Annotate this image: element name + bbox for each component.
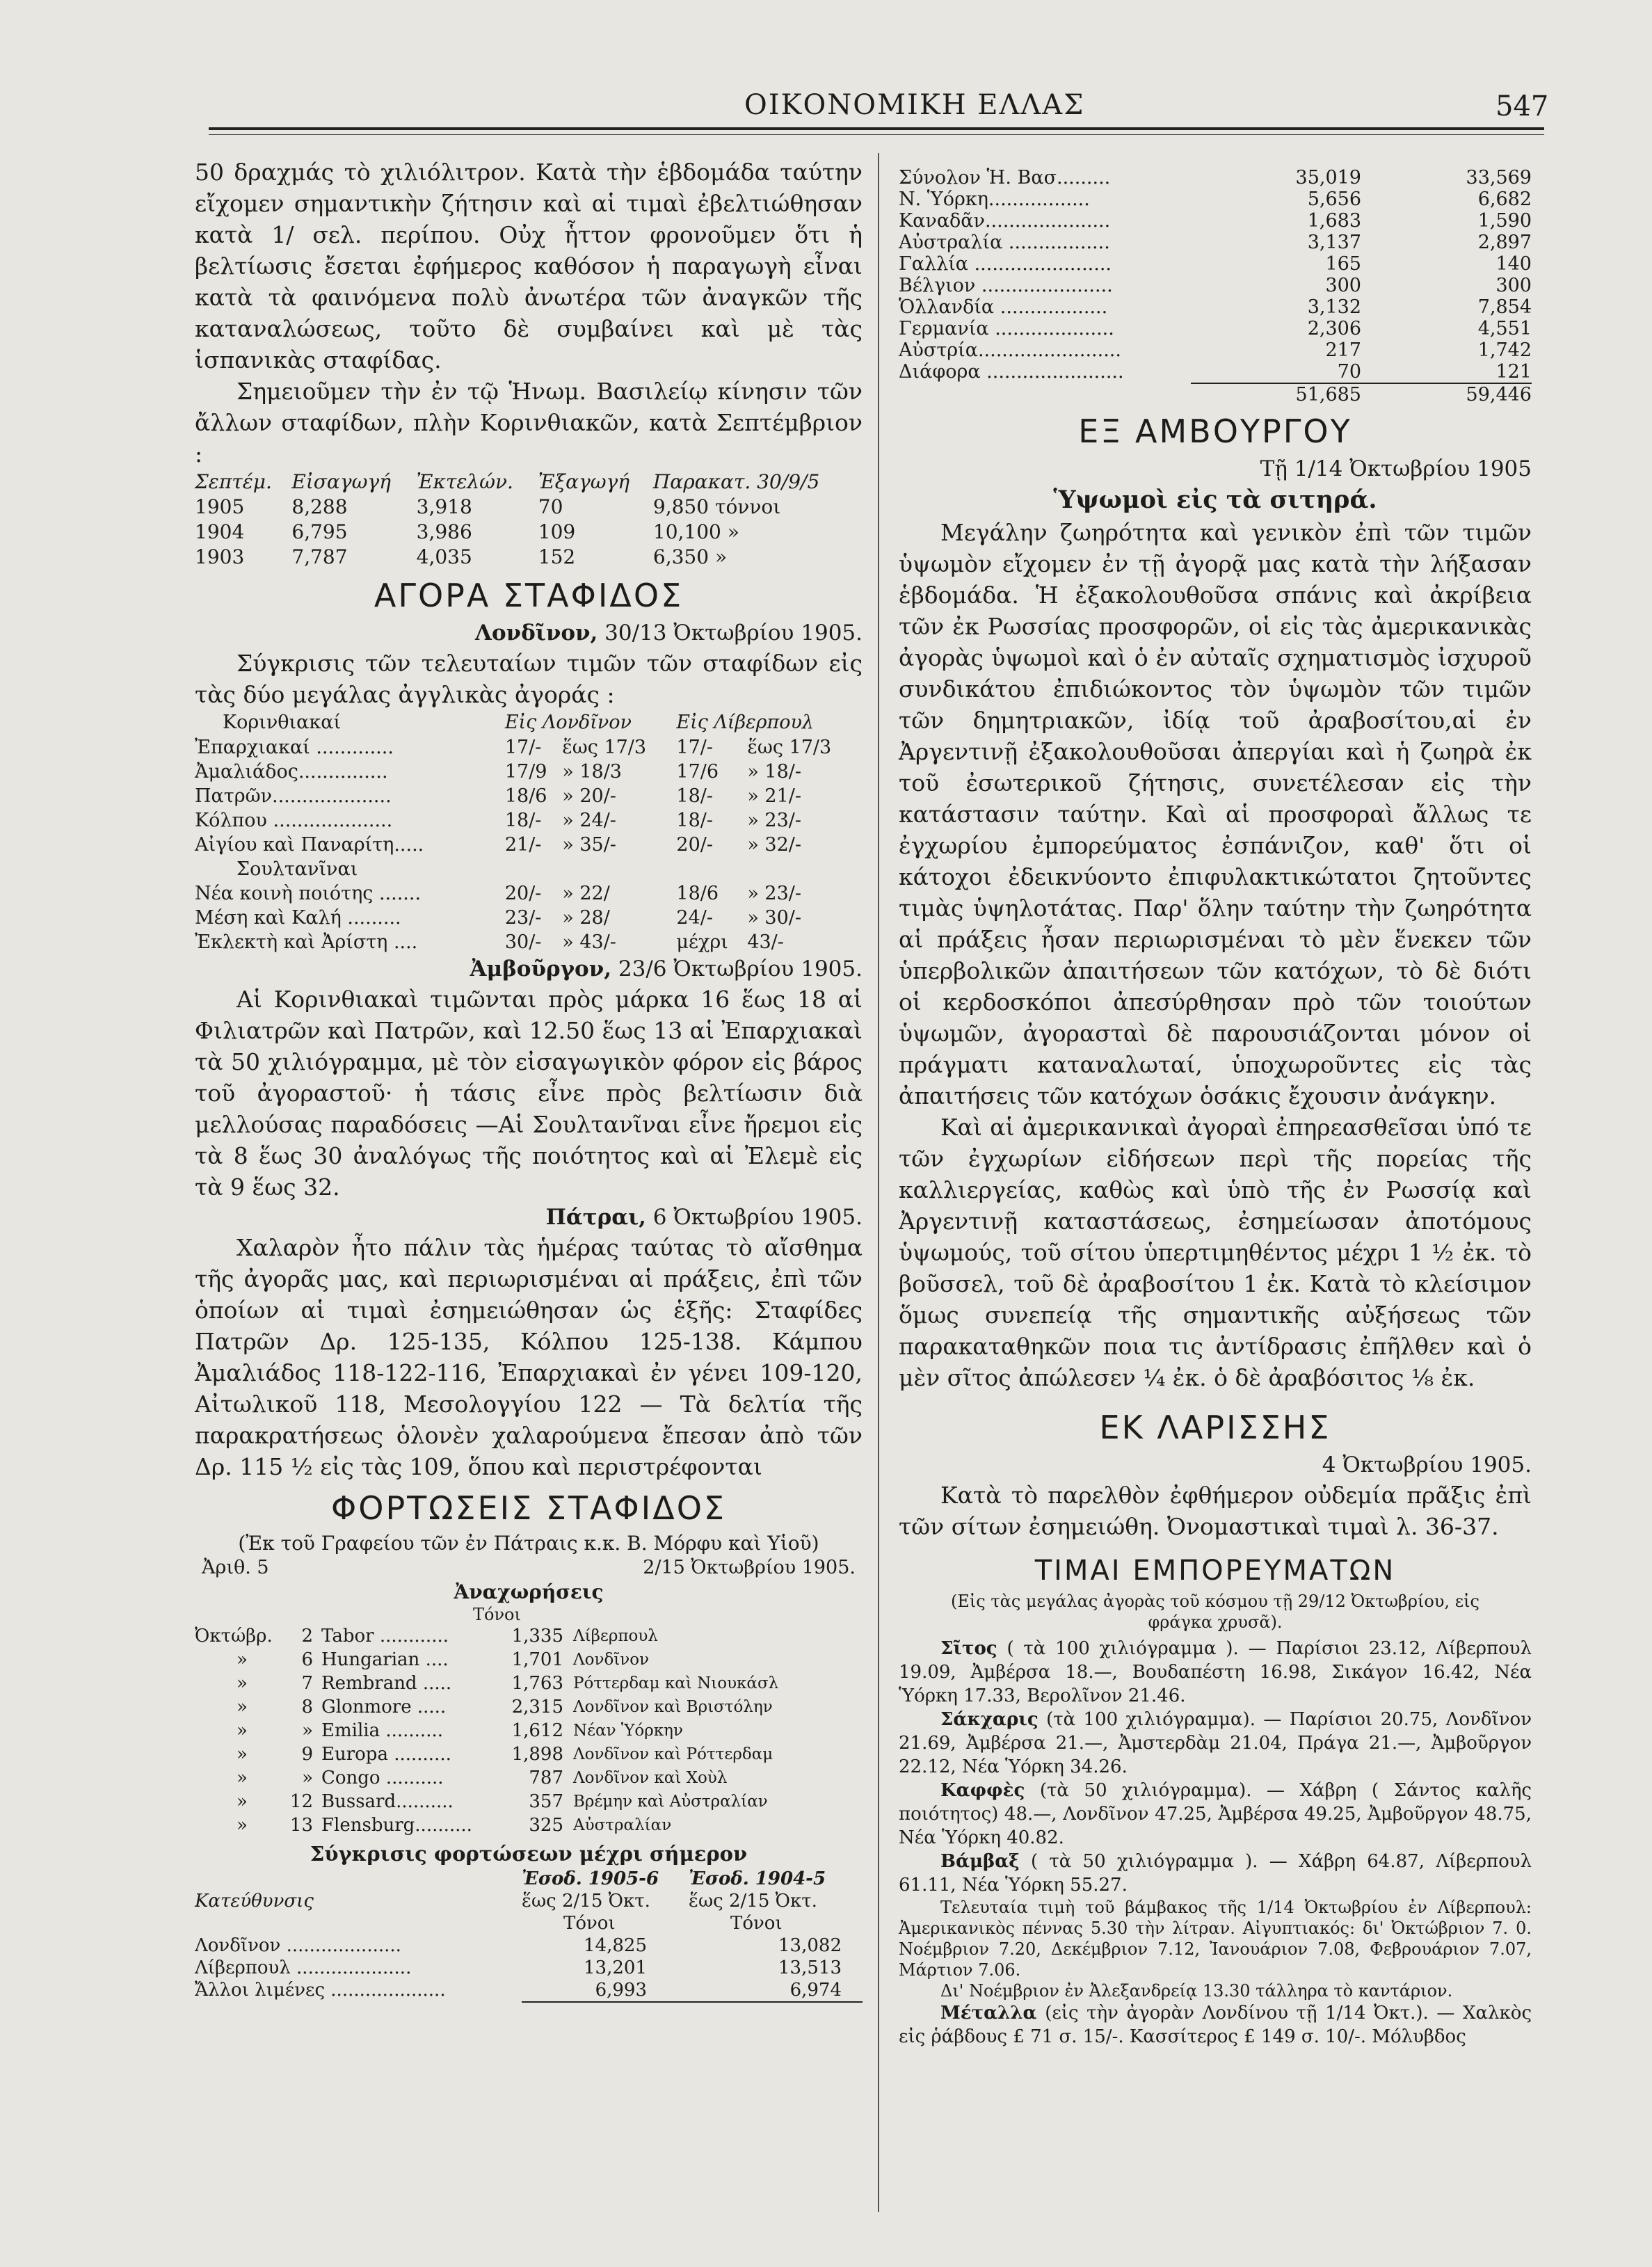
cell: 1,898 [511, 1744, 563, 1765]
cell: Tabor ............ [321, 1626, 449, 1647]
table-header-row [195, 710, 863, 735]
cell: Ἐπαρχιακαί ............. [195, 737, 394, 758]
cell: 13,513 [778, 1957, 842, 1978]
paragraph-comparison: Σύγκρισις τῶν τελευταίων τιμῶν τῶν σταφίδων εἰς τὰς δύο μεγάλας ἀγγλικὰς ἀγοράς : [195, 650, 863, 708]
cell: 6,993 [522, 1979, 689, 2002]
cell: 325 [529, 1815, 563, 1836]
paragraph-patras: Χαλαρὸν ἦτο πάλιν τὰς ἡμέρας ταύτας τὸ αἴσθημα τῆς ἀγορᾶς μας, καὶ περιωρισμέναι αἱ πράξεις, ἐπὶ τῶν ὁποίων αἱ τιμαὶ ἐσημειώθησαν ὡς ἑξῆς: Σταφίδες Πατρῶν Δρ. 125-135, Κόλπου 125-138. Κάμπου Ἀμαλιάδος 118-122-116, Ἐπαρχιακαὶ ἐν γένει 109-120, Αἰτωλικοῦ 118, Μεσολογγίου 122 — Τὰ δελτία τῆς παρακρατήσεως ὁλονὲν χαλαρούμενα ἔπεσαν ἀπὸ τῶν Δρ. 115 ½ εἰς τὰς 109, ὅπου καὶ περιστρέφονται [195, 1234, 863, 1480]
cell: Αὐστραλίαν [573, 1816, 672, 1834]
col-header: Ἐξαγωγή [538, 470, 630, 493]
section-title-prices: ΤΙΜΑΙ ΕΜΠΟΡΕΥΜΑΤΩΝ [1034, 1555, 1396, 1587]
cell: Γαλλία ....................... [899, 253, 1112, 275]
cell: 23/- [504, 907, 542, 929]
cell: Λίβερπουλ .................... [195, 1957, 412, 1978]
table-header-row [195, 470, 863, 495]
cell: » 28/ [562, 907, 610, 929]
section-title-market: ΑΓΟΡΑ ΣΤΑΦΙΔΟΣ [374, 577, 684, 614]
prices-subtitle: (Εἰς τὰς μεγάλας ἀγορὰς τοῦ κόσμου τῇ 29/12 Ὀκτωβρίου, εἰς φράγκα χρυσᾶ). [951, 1592, 1479, 1632]
cell: 21/- [504, 834, 542, 856]
cell: Glonmore ..... [321, 1697, 447, 1717]
commodity-name: Καφφὲς [940, 1780, 1025, 1801]
journal-title: ΟΙΚΟΝΟΜΙΚΗ ΕΛΛΑΣ [744, 89, 1085, 121]
table-row [195, 1672, 863, 1695]
cell: 300 [1495, 275, 1532, 296]
cell: 59,446 [1466, 384, 1532, 406]
cargo-meta [195, 1556, 863, 1580]
cell: 18/- [676, 810, 713, 831]
cell: 17/- [676, 737, 713, 758]
cell: Αὐστρία........................ [899, 339, 1121, 361]
commodity-name: Σῖτος [940, 1638, 997, 1659]
table-row [195, 1934, 863, 1957]
left-column [195, 157, 863, 2003]
commodity-metals [899, 2001, 1532, 2049]
cell: 787 [529, 1768, 563, 1788]
commodity-prices: (τὰ 100 χιλιόγραμμα). — Παρίσιοι 20.75, Λονδῖνον 21.69, Ἀμβέρσα 21.—, Ἀμστερδὰμ 21.04, Πράγα 21.—, Ἀμβοῦργον 22.12, Νέα Ὑόρκη 34.26. [899, 1709, 1532, 1777]
table-row [195, 906, 863, 930]
subheading-grain-rise: Ὑψωμοὶ εἰς τὰ σιτηρά. [1053, 486, 1377, 514]
table-row [899, 296, 1532, 318]
cell: Μέση καὶ Καλή ......... [195, 907, 401, 929]
dateline-hamburg-right: Τῇ 1/14 Ὀκτωβρίου 1905 [1260, 456, 1532, 481]
cell: 13,201 [584, 1957, 647, 1978]
comparison-heading: Σύγκρισις φορτώσεων μέχρι σήμερον [310, 1842, 748, 1866]
cell: 20/- [676, 834, 713, 856]
cell: Rembrand ..... [321, 1673, 452, 1694]
section-title-hamburg: ΕΞ ΑΜΒΟΥΡΓΟΥ [1078, 412, 1352, 450]
paragraph-american-markets: Καὶ αἱ ἀμερικανικαὶ ἀγοραὶ ἐπηρεασθεῖσαι ὑπό τε τῶν ἐγχωρίων εἰδήσεων περὶ τῆς πορείας τῆς καλλιεργείας, καθὼς καὶ ὑπὸ τῆς ἐν Ρωσσίᾳ καὶ Ἀργεντινῇ καταστάσεως, ἐσημείωσαν ἀποτόμους ὑψωμούς, τοῦ σίτου ὑπερτιμηθέντος μέχρι 1 ½ ἐκ. τὸ βοῦσσελ, τοῦ δὲ ἀραβοσίτου 1 ἐκ. Κατὰ τὸ κλείσιμον ὅμως συνεπείᾳ τῆς σημαντικῆς αὐξήσεως τῶν παρακαταθηκῶν ποια τις ἀντίδρασις ἐπῆλθεν καὶ ὁ μὲν σῖτος ἀπώλεσεν ¼ ἐκ. ὁ δὲ ἀραβόσιτος ⅛ ἐκ. [899, 1114, 1532, 1391]
cargo-date: 2/15 Ὀκτωβρίου 1905. [643, 1557, 856, 1578]
cell: 3,986 [416, 520, 472, 543]
cell: 3,918 [416, 495, 472, 518]
cell: 7,854 [1477, 296, 1532, 318]
cell: » [302, 1768, 313, 1788]
cell: 35,019 [1295, 167, 1361, 189]
cell: 1,742 [1477, 339, 1532, 361]
cell: Αἰγίου καὶ Παναρίτη..... [195, 834, 424, 856]
table-row [195, 520, 863, 545]
dateline-patras [195, 1203, 863, 1232]
dateline-date: 30/13 Ὀκτωβρίου 1905. [604, 620, 863, 646]
cell: Νέα κοινὴ ποιότης ....... [195, 883, 422, 904]
table-row [195, 808, 863, 833]
cargo-number: Ἀριθ. 5 [202, 1557, 269, 1578]
cell: 140 [1495, 253, 1532, 275]
cell: 9 [301, 1744, 313, 1765]
table-total-row [899, 383, 1532, 406]
cell: 17/- [504, 737, 542, 758]
table-header-row [195, 1890, 863, 1912]
table-subheader-row [195, 857, 863, 881]
right-column [899, 167, 1532, 2049]
cell: Βρέμην καὶ Αὐστραλίαν [573, 1793, 768, 1811]
cell: 43/- [747, 931, 784, 953]
cell: » [236, 1649, 248, 1670]
cell: Ν. Ὑόρκη................. [899, 189, 1090, 210]
cell: 3,137 [1307, 232, 1361, 253]
cell: Γερμανία .................... [899, 318, 1114, 339]
cell: Europa .......... [321, 1744, 451, 1765]
cell: 2,897 [1477, 232, 1532, 253]
commodity-prices: ( τὰ 100 χιλιόγραμμα ). — Παρίσιοι 23.12, Λίβερπουλ 19.09, Ἀμβέρσα 18.—, Βουδαπέστη 16.98, Σικάγον 16.42, Νέα Ὑόρκη 17.33, Βερολῖνον 21.46. [899, 1638, 1532, 1706]
cargo-source: (Ἐκ τοῦ Γραφείου τῶν ἐν Πάτραις κ.κ. Β. Μόρφυ καὶ Υἱοῦ) [238, 1532, 819, 1555]
cell: Λονδῖνον καὶ Ρόττερδαμ [573, 1745, 773, 1763]
cell: 1905 [195, 495, 245, 518]
cell: 33,569 [1466, 167, 1532, 189]
dateline-hamburg [195, 954, 863, 984]
cell: » 24/- [562, 810, 616, 831]
table-row [899, 275, 1532, 296]
col-header: Τόνοι [563, 1913, 616, 1934]
cell: 1,590 [1477, 210, 1532, 232]
cell: 121 [1361, 361, 1532, 383]
cell: 30/- [504, 931, 542, 953]
cell: Congo .......... [321, 1768, 444, 1788]
paragraph-movement: Σημειοῦμεν τὴν ἐν τῷ Ἡνωμ. Βασιλείῳ κίνησιν τῶν ἄλλων σταφίδων, πλὴν Κορινθιακῶν, κατὰ Σεπτέμβριον : [195, 378, 863, 467]
cell: Ὀκτώβρ. [195, 1626, 273, 1647]
paragraph-hamburg: Αἱ Κορινθιακαὶ τιμῶνται πρὸς μάρκα 16 ἕως 18 αἱ Φιλιατρῶν καὶ Πατρῶν, καὶ 12.50 ἕως 13 αἱ Ἐπαρχιακαὶ τὰ 50 χιλιόγραμμα, μὲ τὸν εἰσαγωγικὸν φόρον εἰς βάρος τοῦ ἀγοραστοῦ· ἡ τάσις εἶνε πρὸς βελτίωσιν διὰ μελλούσας παραδόσεις —Αἱ Σουλτανῖναι εἶνε ἤρεμοι εἰς τὰ 8 ἕως 30 ἀναλόγως τῆς ποιότητος καὶ αἱ Ἐλεμὲ εἰς τὰ 9 ἕως 32. [195, 986, 863, 1201]
table-row [195, 545, 863, 570]
table-row [899, 189, 1532, 210]
cell: 5,656 [1307, 189, 1361, 210]
cell: 217 [1325, 339, 1361, 361]
col-header: Κορινθιακαί [223, 712, 342, 733]
cell: » [236, 1791, 248, 1812]
col-header: Εἰς Λίβερπουλ [676, 712, 815, 733]
cell: 6,974 [689, 1979, 863, 2002]
cell: 18/- [504, 810, 542, 831]
table-row [195, 881, 863, 906]
table-row [195, 1624, 863, 1648]
cell: ἕως 17/3 [747, 737, 832, 758]
departures-heading: Ἀναχωρήσεις [454, 1580, 604, 1603]
cell: Bussard.......... [321, 1791, 454, 1812]
page-number: 547 [1495, 90, 1549, 122]
cotton-last-price: Τελευταία τιμὴ τοῦ βάμβακος τῆς 1/14 Ὀκτωβρίου ἐν Λίβερπουλ: Ἀμερικανικὸς πέννας 5.30 τὴν λίτραν. Αἰγυπτιακός: δι' Ὀκτώβριον 7. 0. Νοέμβριον 7.20, Δεκέμβριον 7.12, Ἰανουάριον 7.08, Φεβρουάριον 7.07, Μάρτιον 7.06. [899, 1898, 1532, 1980]
dateline-date: 6 Ὀκτωβρίου 1905. [652, 1205, 863, 1230]
cell: 18/6 [676, 883, 719, 904]
cell: » [236, 1697, 248, 1717]
table-row [195, 1979, 863, 2002]
col-header: ἕως 2/15 Ὀκτ. [689, 1891, 817, 1912]
commodity-prices: ( τὰ 50 χιλιόγραμμα ). — Χάβρη 64.87, Λίβερπουλ 61.11, Νέα Ὑόρκη 55.27. [899, 1851, 1532, 1896]
cell: Λίβερπουλ [573, 1627, 658, 1645]
cell: » [236, 1815, 248, 1836]
col-header: Σεπτέμ. [195, 470, 272, 493]
cell: » 20/- [562, 785, 616, 807]
cell: Καναδᾶν..................... [899, 210, 1111, 232]
section-title-cargo: ΦΟΡΤΩΣΕΙΣ ΣΤΑΦΙΔΟΣ [331, 1489, 726, 1527]
col-header: Τόνοι [730, 1913, 783, 1934]
table-row [195, 1957, 863, 1979]
cell: » 23/- [747, 883, 802, 904]
cell: 3,132 [1307, 296, 1361, 318]
col-header: Εἰσαγωγή [291, 470, 391, 493]
cell: 51,685 [1295, 384, 1361, 406]
cell: Hungarian .... [321, 1649, 449, 1670]
cell: » 23/- [747, 810, 802, 831]
cell: 17/6 [676, 761, 719, 783]
cell: 1,335 [511, 1626, 563, 1647]
commodity-sugar [899, 1708, 1532, 1779]
cell: Ρόττερδαμ καὶ Νιουκάσλ [573, 1674, 779, 1692]
col-header: Ἐσοδ. 1905-6 [522, 1868, 659, 1889]
tons-heading: Τόνοι [473, 1605, 521, 1624]
table-row [195, 1766, 863, 1790]
cell: » 30/- [747, 907, 802, 929]
table-row [195, 735, 863, 760]
cell: μέχρι [676, 931, 728, 953]
cell: 300 [1325, 275, 1361, 296]
cell: 2,315 [511, 1697, 563, 1717]
table-row [195, 833, 863, 857]
table-row [195, 1790, 863, 1813]
cell: 357 [529, 1791, 563, 1812]
cell: Emilia .......... [321, 1720, 443, 1741]
cell: ἕως 17/3 [562, 737, 647, 758]
cell: Σύνολον Ἡ. Βασ......... [899, 167, 1111, 189]
commodity-name: Σάκχαρις [940, 1709, 1038, 1730]
cell: 7 [301, 1673, 313, 1694]
cell: Ἐκλεκτὴ καὶ Ἀρίστη .... [195, 931, 418, 953]
cell: 4,551 [1477, 318, 1532, 339]
cell: » 18/3 [562, 761, 622, 783]
cell: » [236, 1768, 248, 1788]
table-row [899, 339, 1532, 361]
cell: 18/6 [504, 785, 547, 807]
cell: 165 [1325, 253, 1361, 275]
cell: Πατρῶν.................... [195, 785, 392, 807]
table-row [899, 232, 1532, 253]
table-header-row [195, 1868, 863, 1890]
col-header: ἕως 2/15 Ὀκτ. [522, 1891, 650, 1912]
cell: 1904 [195, 520, 245, 543]
dateline-london [195, 618, 863, 648]
col-header: Ἐσοδ. 1904-5 [689, 1868, 826, 1889]
table-row [899, 253, 1532, 275]
cell: 17/9 [504, 761, 547, 783]
table-row [899, 318, 1532, 339]
cell: 18/- [676, 785, 713, 807]
cell: 70 [1191, 361, 1361, 383]
table-row [899, 210, 1532, 232]
september-stats-table [195, 470, 863, 570]
commodity-coffee [899, 1779, 1532, 1850]
cell: 20/- [504, 883, 542, 904]
cell: 7,787 [291, 545, 348, 568]
cell: 10,100 » [652, 520, 739, 543]
cell: Διάφορα ....................... [899, 361, 1124, 383]
cell: 6 [301, 1649, 313, 1670]
cell: 13,082 [778, 1935, 842, 1956]
cell: Λονδῖνον .................... [195, 1935, 401, 1956]
cell: 12 [289, 1791, 313, 1812]
cell: 1,763 [511, 1673, 563, 1694]
cell: » 32/- [747, 834, 802, 856]
cell: Ὁλλανδία .................. [899, 296, 1108, 318]
cell: » 18/- [747, 761, 802, 783]
table-row [195, 784, 863, 808]
cell: » [236, 1744, 248, 1765]
cell: 109 [538, 520, 576, 543]
cell: Ἄλλοι λιμένες .................... [195, 1980, 446, 2001]
dateline-date: 23/6 Ὀκτωβρίου 1905. [618, 956, 863, 982]
header-rule [209, 127, 1544, 130]
cell: » [236, 1720, 248, 1741]
cell: » [236, 1673, 248, 1694]
header-rule-thin [209, 134, 1544, 135]
cell: » 22/ [562, 883, 610, 904]
table-row [195, 1648, 863, 1672]
section-title-larissa: ΕΚ ΛΑΡΙΣΣΗΣ [1099, 1409, 1331, 1446]
table-row [899, 361, 1532, 383]
table-row [195, 930, 863, 954]
cell: 8 [301, 1697, 313, 1717]
cell: » [302, 1720, 313, 1741]
cell: Αὐστραλία ................. [899, 232, 1110, 253]
cell: Βέλγιον ...................... [899, 275, 1113, 296]
cell: 8,288 [291, 495, 348, 518]
column-divider [878, 153, 879, 2212]
cell [899, 383, 1191, 406]
cell: 70 [538, 495, 563, 518]
dateline-place: Ἀμβοῦργον, [470, 956, 612, 982]
cell: 6,350 » [652, 545, 728, 568]
subheader-sultanas: Σουλτανῖναι [236, 858, 358, 880]
market-price-table [195, 710, 863, 954]
commodity-prices: (τὰ 50 χιλιόγραμμα). — Χάβρη ( Σάντος καλῆς ποιότητος) 48.—, Λονδῖνον 47.25, Ἀμβέρσα 49.25, Ἀμβοῦργον 48.75, Νέα Ὑόρκη 40.82. [899, 1780, 1532, 1848]
table-row [195, 1813, 863, 1837]
dateline-larissa: 4 Ὀκτωβρίου 1905. [1322, 1452, 1532, 1477]
cell: 24/- [676, 907, 713, 929]
cell: 1,683 [1307, 210, 1361, 232]
destination-totals-table [899, 167, 1532, 406]
dateline-place: Πάτραι, [545, 1205, 646, 1230]
col-header-destination: Κατεύθυνσις [195, 1891, 314, 1912]
cargo-table [195, 1624, 863, 1837]
cell: Κόλπου .................... [195, 810, 393, 831]
paragraph-hamburg-grain: Μεγάλην ζωηρότητα καὶ γενικὸν ἐπὶ τῶν τιμῶν ὑψωμὸν εἴχομεν ἐν τῇ ἀγορᾷ μας κατὰ τὴν λήξασαν ἑβδομάδα. Ἡ ἐξακολουθοῦσα σπάνις καὶ ἀκρίβεια τῶν ἐκ Ρωσσίας προσφορῶν, οἱ εἰς τὰς ἀμερικανικὰς ἀγορὰς ὑψωμοὶ καὶ ὁ ἐν αὐταῖς σχηματισμὸς ἰσχυροῦ συνδικάτου ἐπιδιώκοντος τὸν ὑψωμὸν τῶν τιμῶν τῶν δημητριακῶν, ἰδίᾳ τοῦ ἀραβοσίτου,αἱ ἐν Ἀργεντινῇ ἐξακολουθοῦσαι ἀπεργίαι καὶ ἡ ζωηρὰ ἐκ τοῦ ἐσωτερικοῦ ζήτησις, συνετέλεσαν εἰς τὴν κατάστασιν ταύτην. Καὶ αἱ προσφοραὶ ἄλλως τε ἐγχωρίου ἐμπορεύματος ἐσπάνιζον, καθ' ὅτι οἱ κάτοχοι ἐδεικνύοντο ἐπιφυλακτικώτατοι ζητοῦντες τιμὰς ὑψηλοτάτας. Παρ' ὅλην ταύτην τὴν ζωηρότητα αἱ πράξεις ἦσαν περιωρισμέναι τὸ μὲν ἕνεκεν τῶν ὑπερβολικῶν ἀπαιτήσεων τῶν κατόχων, τὸ δὲ διότι οἱ κερδοσκόποι ἀπεσύρθησαν πρὸ τῶν τοιούτων ὑψωμῶν, ἀγορασταὶ δὲ παρουσιάζονται μόνον οἱ πράγματι καταναλωταί, ὑποχωροῦντες εἰς τὰς ἀπαιτήσεις τῶν κατόχων ὁσάκις ἔχουσιν ἀνάγκην. [899, 519, 1532, 1110]
dateline-place: Λονδῖνον, [474, 620, 598, 646]
cell: 4,035 [416, 545, 472, 568]
cell: 152 [538, 545, 576, 568]
col-header: Ἐκτελών. [416, 470, 513, 493]
cell: 13 [289, 1815, 313, 1836]
cell: 9,850 τόννοι [652, 495, 781, 518]
col-header: Εἰς Λονδῖνον [504, 712, 632, 733]
commodity-name: Μέταλλα [940, 2003, 1037, 2024]
table-row [195, 1719, 863, 1743]
paragraph-intro: 50 δραχμάς τὸ χιλιόλιτρον. Κατὰ τὴν ἑβδομάδα ταύτην εἴχομεν σημαντικὴν ζήτησιν καὶ αἱ τιμαὶ ἐβελτιώθησαν κατὰ 1/ σελ. περίπου. Οὐχ ἧττον φρονοῦμεν ὅτι ἡ βελτίωσις ἔσεται ἐφήμερος καθόσον ἡ παραγωγὴ εἶναι κατὰ τὰ φαινόμενα πολὺ ἀνωτέρα τῶν ἀναγκῶν τῆς καταναλώσεως, τοῦτο δὲ συμβαίνει καὶ μὲ τὰς ἱσπανικὰς σταφίδας. [195, 159, 863, 374]
table-row [899, 167, 1532, 189]
cell: 1,701 [511, 1649, 563, 1670]
cell: 6,795 [291, 520, 348, 543]
table-row [195, 495, 863, 520]
table-row [195, 760, 863, 784]
commodity-name: Βάμβαξ [940, 1851, 1020, 1872]
table-row [195, 1743, 863, 1766]
cell: Ἀμαλιάδος............... [195, 761, 388, 783]
cell: 1,612 [511, 1720, 563, 1741]
cell: 14,825 [584, 1935, 647, 1956]
cell: 2 [301, 1626, 313, 1647]
cell: 2,306 [1307, 318, 1361, 339]
cell: Λονδῖνον [573, 1651, 650, 1669]
cell: Νέαν Ὑόρκην [573, 1722, 683, 1740]
cell: Λονδῖνον καὶ Βριστόλην [573, 1698, 773, 1716]
cell: » 21/- [747, 785, 802, 807]
cell: Λονδῖνον καὶ Χοὺλ [573, 1769, 728, 1787]
commodity-prices: (εἰς τὴν ἀγορὰν Λονδίνου τῇ 1/14 Ὀκτ.). — Χαλκὸς εἰς ῥάβδους £ 71 σ. 15/-. Κασσίτερος £ 149 σ. 10/-. Μόλυβδος [899, 2003, 1532, 2047]
commodity-wheat [899, 1637, 1532, 1708]
table-row [195, 1695, 863, 1719]
cell: Flensburg.......... [321, 1815, 472, 1836]
comparison-table [195, 1868, 863, 2003]
cotton-alexandria: Δι' Νοέμβριον ἐν Ἀλεξανδρείᾳ 13.30 τάλληρα τὸ καντάριον. [940, 1981, 1453, 2001]
cell: 1903 [195, 545, 245, 568]
commodity-cotton [899, 1850, 1532, 1897]
cell: » 35/- [562, 834, 616, 856]
cell: » 43/- [562, 931, 616, 953]
col-header: Παρακατ. 30/9/5 [652, 470, 820, 493]
cell: 6,682 [1477, 189, 1532, 210]
table-header-row [195, 1912, 863, 1934]
paragraph-larissa: Κατὰ τὸ παρελθὸν ἐφθήμερον οὐδεμία πρᾶξις ἐπὶ τῶν σίτων ἐσημειώθη. Ὀνομαστικαὶ τιμαὶ λ. 36-37. [899, 1482, 1532, 1540]
